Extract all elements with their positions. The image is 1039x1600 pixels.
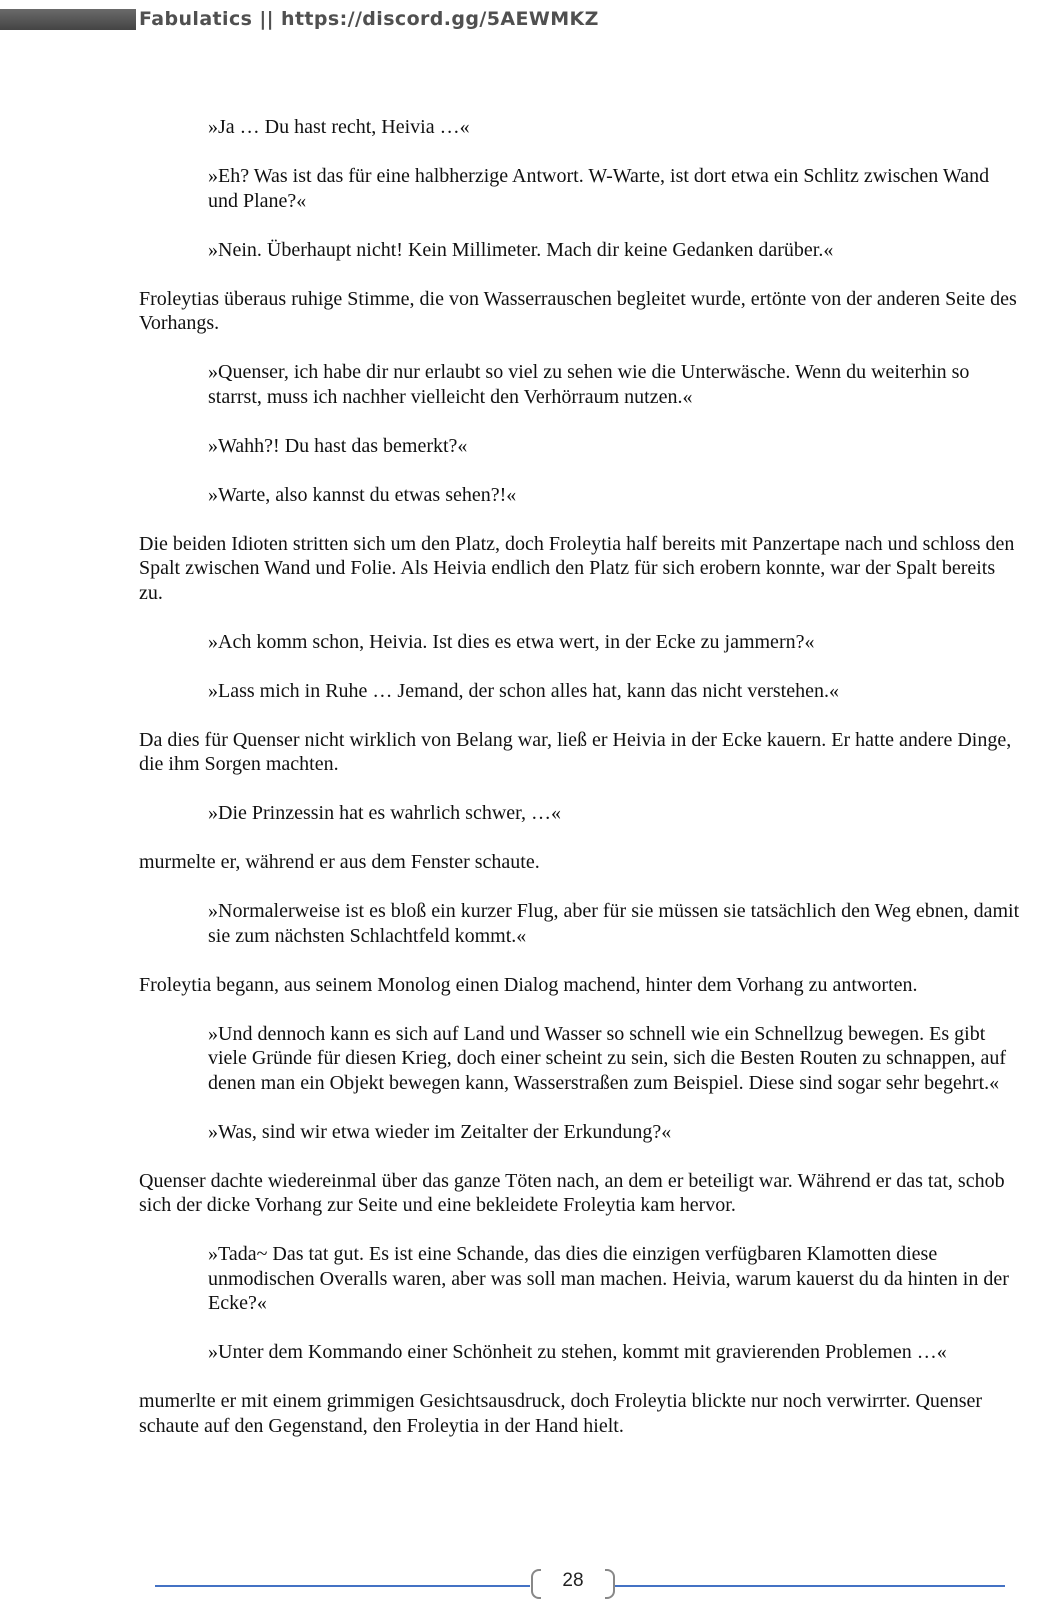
paragraph-narration: Die beiden Idioten stritten sich um den Platz, doch Froleytia half bereits mit Panzertape nach und schloss den Spalt zwischen Wand und Folie. Als Heivia endlich den Platz für sich erobern konnte, war der Spalt bereits zu. <box>139 532 1015 604</box>
footer-bracket-right <box>605 1569 615 1599</box>
paragraph-dialog: »Tada~ Das tat gut. Es ist eine Schande, das dies die einzigen verfügbaren Klamotten diese unmodischen Overalls waren, aber was soll man machen. Heivia, warum kauerst du da hinten in der Ecke?« <box>208 1243 1009 1314</box>
paragraph-dialog: »Lass mich in Ruhe … Jemand, der schon alles hat, kann das nicht verstehen.« <box>208 679 839 702</box>
paragraph-dialog: »Die Prinzessin hat es wahrlich schwer, …« <box>208 802 561 824</box>
footer-bracket-left <box>531 1569 541 1599</box>
paragraph-narration: Quenser dachte wiedereinmal über das ganze Töten nach, an dem er beteiligt war. Während er das tat, schob sich der dicke Vorhang zur Seite und eine bekleidete Froleytia kam hervor. <box>139 1169 1005 1216</box>
paragraph-dialog: »Ach komm schon, Heivia. Ist dies es etwa wert, in der Ecke zu jammern?« <box>208 630 815 653</box>
paragraph-dialog: »Und dennoch kann es sich auf Land und Wasser so schnell wie ein Schnellzug bewegen. Es gibt viele Gründe für diesen Krieg, doch einer scheint zu sein, sich die Besten Routen zu schnappen, auf denen man ein Objekt bewegen kann, Wasserstraßen zum Beispiel. Diese sind sogar sehr begehrt.« <box>208 1022 1007 1094</box>
footer-rule-left <box>155 1585 530 1587</box>
page-footer <box>155 1563 1005 1600</box>
paragraph-dialog: »Was, sind wir etwa wieder im Zeitalter der Erkundung?« <box>208 1120 672 1143</box>
paragraph-narration: Froleytias überaus ruhige Stimme, die von Wasserrauschen begleitet wurde, ertönte von der anderen Seite des Vorhangs. <box>139 287 1017 334</box>
header-source-label: Fabulatics || https://discord.gg/5AEWMKZ <box>139 8 599 30</box>
paragraph-narration: murmelte er, während er aus dem Fenster schaute. <box>139 851 540 873</box>
paragraph-narration: Froleytia begann, aus seinem Monolog einen Dialog machend, hinter dem Vorhang zu antworten. <box>139 973 918 996</box>
paragraph-dialog: »Warte, also kannst du etwas sehen?!« <box>208 483 517 506</box>
paragraph-narration: mumerlte er mit einem grimmigen Gesichtsausdruck, doch Froleytia blickte nur noch verwirrter. Quenser schaute auf den Gegenstand, den Froleytia in der Hand hielt. <box>139 1390 983 1437</box>
page-body <box>139 115 1024 1463</box>
paragraph-narration: Da dies für Quenser nicht wirklich von Belang war, ließ er Heivia in der Ecke kauern. Er hatte andere Dinge, die ihm Sorgen machten. <box>139 728 1012 775</box>
page-number: 28 <box>562 1570 584 1591</box>
paragraph-dialog: »Ja … Du hast recht, Heivia …« <box>208 116 470 138</box>
paragraph-dialog: »Nein. Überhaupt nicht! Kein Millimeter. Mach dir keine Gedanken darüber.« <box>208 238 834 261</box>
paragraph-dialog: »Unter dem Kommando einer Schönheit zu stehen, kommt mit gravierenden Problemen …« <box>208 1341 947 1363</box>
paragraph-dialog: »Wahh?! Du hast das bemerkt?« <box>208 434 468 457</box>
paragraph-dialog: »Eh? Was ist das für eine halbherzige Antwort. W-Warte, ist dort etwa ein Schlitz zwischen Wand und Plane?« <box>208 165 990 212</box>
paragraph-dialog: »Quenser, ich habe dir nur erlaubt so viel zu sehen wie die Unterwäsche. Wenn du weiterhin so starrst, muss ich nachher vielleicht den Verhörraum nutzen.« <box>208 361 970 408</box>
paragraph-dialog: »Normalerweise ist es bloß ein kurzer Flug, aber für sie müssen sie tatsächlich den Weg ebnen, damit sie zum nächsten Schlachtfeld kommt.« <box>208 900 1020 947</box>
header-accent-bar <box>0 0 136 30</box>
footer-rule-right <box>615 1585 1005 1587</box>
